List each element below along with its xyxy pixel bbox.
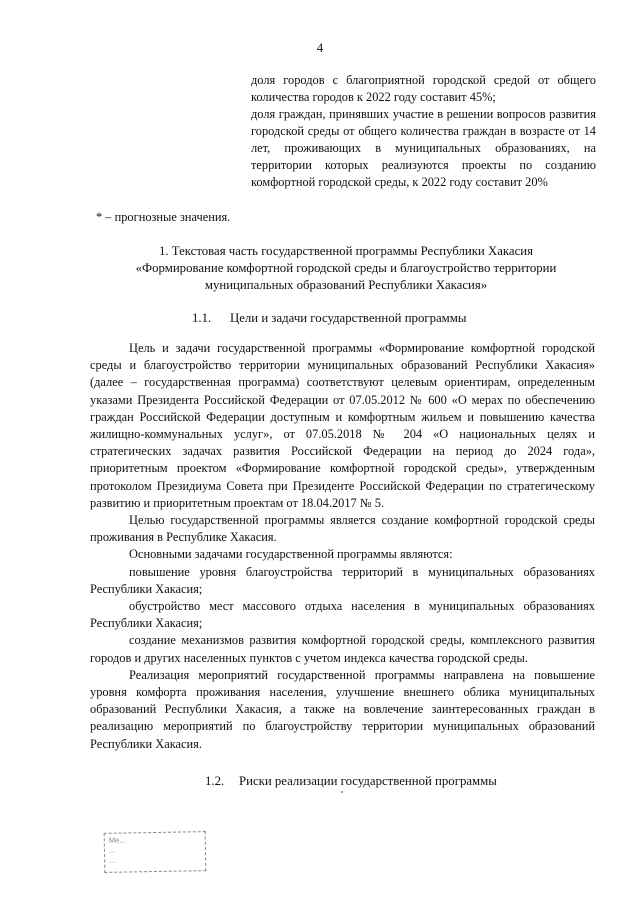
- subsection-title: Цели и задачи государственной программы: [230, 311, 467, 325]
- indicator-item: доля городов с благоприятной городской средой от общего количества городов к 2022 году составит 45%;: [251, 73, 596, 104]
- section-title-line: муниципальных образований Республики Хакасия»: [204, 278, 488, 292]
- stamp-line: ...: [108, 845, 116, 855]
- subsection-heading: [192, 310, 466, 327]
- stamp-line: ...: [109, 855, 116, 865]
- subsection-number: 1.1.: [192, 311, 212, 325]
- subsection-title: Риски реализации государственной программы: [239, 774, 497, 788]
- section-title-line: 1. Текстовая часть государственной программы Республики Хакасия: [158, 244, 534, 258]
- body-text: [90, 340, 595, 753]
- stamp-line: Ме...: [108, 835, 126, 845]
- indicator-item: доля граждан, принявших участие в решении вопросов развития городской среды от общего количества граждан в возрасте от 14 лет, проживающих в муниципальных образованиях, на территории которых реализуются проекты по созданию комфортной городской среды, к 2022 году составит 20%: [251, 107, 596, 189]
- paragraph: Реализация мероприятий государственной программы направлена на повышение уровня комфорта проживания населения, улучшение внешнего облика муниципальных образований Республики Хакасия, а также на вовлечение заинтересованных граждан в реализацию мероприятий по благоустройству территории муниципальных образований Республики Хакасия.: [90, 667, 595, 751]
- section-title-line: «Формирование комфортной городской среды и благоустройство территории: [135, 261, 557, 275]
- subsection-heading: [205, 773, 497, 790]
- paragraph: повышение уровня благоустройства территорий в муниципальных образованиях Республики Хакасия;: [90, 564, 595, 596]
- paragraph: обустройство мест массового отдыха населения в муниципальных образованиях Республики Хакасия;: [90, 599, 595, 631]
- registration-stamp: [104, 831, 207, 873]
- scan-speck: [341, 791, 343, 793]
- section-title: [96, 243, 596, 294]
- paragraph: создание механизмов развития комфортной городской среды, комплексного развития городов и других населенных пунктов с учетом индекса качества городской среды.: [90, 633, 595, 665]
- footnote: * – прогнозные значения.: [96, 210, 231, 224]
- paragraph: Цель и задачи государственной программы «Формирование комфортной городской среды и благоустройство территории муниципальных образований Республики Хакасия» (далее – государственная программа) соответствуют целевым ориентирам, определенным указами Президента Российской Федерации от 07.05.2012 № 600 «О мерах по обеспечению граждан Российской Федерации доступным и комфортным жильем и повышению качества жилищно-коммунальных услуг», от 07.05.2018 № 204 «О национальных целях и стратегических задачах развития Российской Федерации на период до 2024 года», приоритетным проектом «Формирование комфортной городской среды», утвержденным протоколом Президиума Совета при Президенте Российской Федерации по стратегическому развитию и приоритетным проектам от 18.04.2017 № 5.: [90, 341, 595, 510]
- paragraph: Основными задачами государственной программы являются:: [129, 547, 453, 562]
- target-indicators: [251, 72, 596, 191]
- subsection-number: 1.2.: [205, 774, 225, 788]
- page-number: 4: [316, 40, 324, 55]
- paragraph: Целью государственной программы является создание комфортной городской среды проживания в Республике Хакасия.: [90, 513, 595, 545]
